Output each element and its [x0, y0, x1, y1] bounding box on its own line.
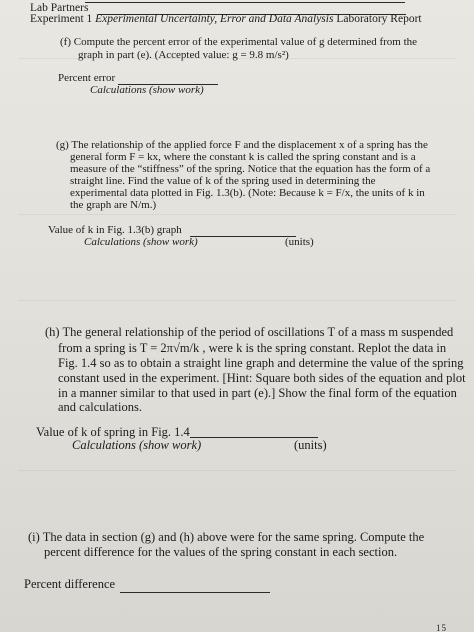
question-g-line-3: measure of the “stiffness” of the spring. Notice that the equation has the form of a [70, 163, 431, 175]
question-g-line-1: (g) The relationship of the applied force F and the displacement x of a spring has the [56, 139, 428, 151]
h-units-label: (units) [294, 438, 327, 452]
percent-difference-answer-line[interactable] [120, 592, 270, 593]
paper-texture-line [18, 300, 456, 301]
question-h-line-6: and calculations. [58, 400, 142, 414]
question-g-line-4: straight line. Find the value of k of the spring used in determining the [70, 175, 376, 187]
header-top-rule [85, 2, 405, 3]
question-h-line-4: constant used in the experiment. [Hint: Square both sides of the equation and plot [58, 371, 466, 385]
question-h-line-1: (h) The general relationship of the period of oscillations T of a mass m suspended [45, 325, 454, 339]
lab-partners-label: Lab Partners [30, 2, 89, 14]
g-calculations-label: Calculations (show work) [84, 236, 198, 248]
question-h-line-2: from a spring is T = 2π√m/k , were k is the spring constant. Replot the data in [58, 341, 447, 355]
question-i-line-2: percent difference for the values of the spring constant in each section. [44, 545, 398, 559]
question-f-line-2: graph in part (e). (Accepted value: g = 9.8 m/s²) [78, 49, 289, 61]
question-g-line-2: general form F = kx, where the constant k is called the spring constant and is a [70, 151, 416, 163]
page-number: 15 [436, 623, 447, 632]
question-i-line-1: (i) The data in section (g) and (h) above were for the same spring. Compute the [28, 530, 425, 544]
question-h-line-5: in a manner similar to that used in part (e).] Show the final form of the equation [58, 386, 457, 400]
question-f-line-1: (f) Compute the percent error of the experimental value of g determined from the [60, 36, 418, 48]
percent-difference-label: Percent difference [24, 577, 116, 591]
question-g-line-5: experimental data plotted in Fig. 1.3(b). (Note: Because k = F/x, the units of k in [70, 187, 425, 199]
question-g-line-6: the graph are N/m.) [70, 199, 157, 211]
f-calculations-label: Calculations (show work) [90, 84, 204, 96]
paper-texture-line [18, 470, 456, 471]
k-fig13b-answer-line[interactable] [190, 236, 296, 237]
report-header: Experiment 1 Experimental Uncertainty, Error and Data Analysis Laboratory Report [30, 13, 422, 25]
g-units-label: (units) [285, 236, 314, 248]
k-fig14-label: Value of k of spring in Fig. 1.4 [36, 425, 190, 439]
question-h-line-3: Fig. 1.4 so as to obtain a straight line graph and determine the value of the spring [58, 356, 464, 370]
h-calculations-label: Calculations (show work) [72, 438, 202, 452]
paper-texture-line [18, 214, 456, 215]
k-fig13b-label: Value of k in Fig. 1.3(b) graph [48, 224, 182, 236]
percent-error-label: Percent error [58, 72, 116, 84]
